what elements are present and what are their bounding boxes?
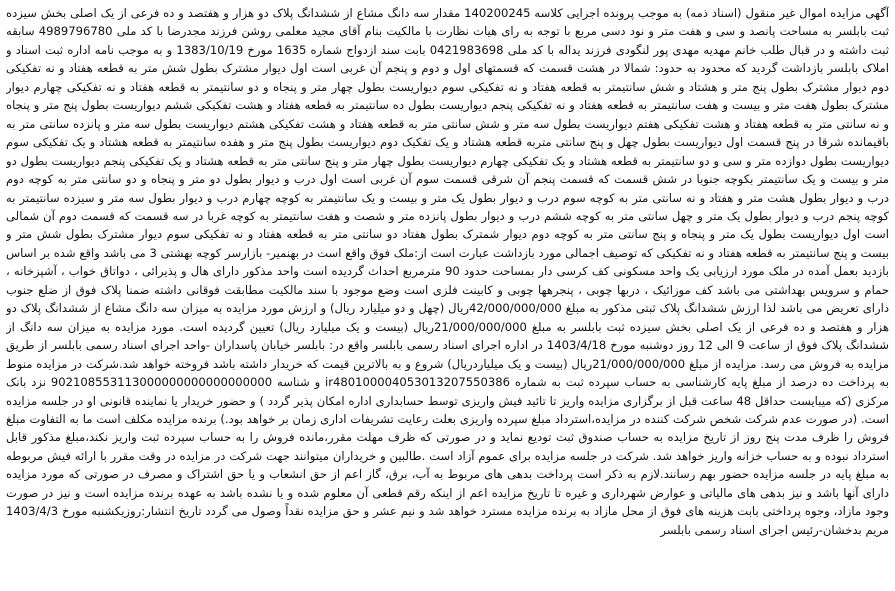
auction-notice: [6, 4, 889, 587]
notice-body: به موجب پرونده اجرایی کلاسه 140200245 مقدار سه دانگ مشاع از ششدانگ پلاک دو هزار و هفتصد و ده فرعی از یک اصلی بخش سیزده ثبت بابلسر به مساحت پانصد و سی و هفت متر و نود دسی مربع با توجه به رای هیات نظارت با مالکیت بنام آقای مجید معلمی روشن فرزند مجدرضا با کد ملی 4989796780 سابقه ثبت داشته و در قبال طلب خانم مهدیه مهدی پور لنگودی فرزند یداله با کد ملی 0421983698 بابت سند ازدواج شماره 1635 مورخ 1383/10/19 و به موجب نامه اداره ثبت اسناد و املاک بابلسر بازداشت گردید که محدود به حدود: شمالا در هشت قسمت که قسمتهای اول و دوم و پنجم آن غربی است اول دیوار مشترک بطول شش متر به قطعه هفتاد و نه تفکیکی دوم دیوار مشترک بطول پنج متر و هشتاد و شش سانتیمتر به قطعه هفتاد و نه تفکیکی سوم دیواریست بطول چهار متر و پنجاه و دو سانتیمتر به قطعه هفتاد و نه تفکیکی چهارم دیوار مشترک بطول هفت متر و بیست و هفت سانتیمتر به قطعه هفتاد و نه تفکیکی پنجم دیواریست بطول ده سانتیمتر به قطعه هفتاد و هشت تفکیکی ششم دیواریست بطول پنج متر و پنجاه و نه سانتی متر به قطعه هفتاد و هشت تفکیکی هفتم دیواریست بطول سه متر و شش سانتی متر به قطعه هفتاد و هشت تفکیکی هشتم دیواریست بطول سه متر و پانزده سانتی متر به باقیمانده شرقا در پنج قسمت اول دیواریست بطول چهل و پنج سانتی متربه قطعه هشتاد و یک تفکیک دوم دیواریست بطول پنج متر و هفده سانتیمتر به قطعه هشتاد و یک تفکیکی سوم دیواریست بطول دوازده متر و سی و دو سانتیمتر به قطعه هشتاد و یک تفکیکی چهارم دیواریست بطول چهار متر و پنج سانتی متر به قطعه هشتاد و یک تفکیکی پنجم دیواریست بطول دو متر و بیست و یک سانتیمتر بکوچه جنوبا در شش قسمت که قسمت پنجم آن شرقی قسمت سوم آن غربی است اول درب و دیوار بطول دو متر و پنجاه و دو سانتی متر به کوچه دوم درب و دیوار بطول هشت متر و هفتاد و نه سانتی متر به کوچه سوم درب و دیوار بطول یک متر و بیست و یک سانتیمتر به کوچه چهارم درب و دیوار بطول سه متر و سیزده سانتیمتر به کوچه پنجم درب و دیوار بطول یک متر و چهل سانتی متر به کوچه ششم درب و دیوار بطول پانزده متر و شصت و هفت سانتیمتر به کوچه غربا در سه قسمت که قسمت دوم آن شمالی است اول دیواریست بطول یک متر و پنجاه و پنج سانتی متر به کوچه دوم دیوار شمترک بطول هفتاد دو سانتی متر به قطعه هفتاد و نه تفکیکی سوم دیوار مشترک بطول شش متر و بیست و پنج سانتیمتر به قطعه هفتاد و نه تفکیکی که توصیف اجمالی مورد بازداشت عبارت است از:ملک فوق واقع است در بهنمیر- بازارسر کوچه بهشتی 3 می باشد واقع شده بر اساس بازدید بعمل آمده در ملک مورد ارزیابی یک واحد مسکونی کف کرسی دار بمساحت حدود 90 مترمربع احداث گردیده است واحد مذکور دارای هال و پذیرائی ، دواتاق خواب ، آشپزخانه ، حمام و سرویس بهداشتی می باشد کف موزائیک ، دربها چوبی ، پنجرهها چوبی و کابینت فلزی است وضع موجود با سند مالکیت مطابقت فوقانی داشته ضمنا پلاک فوق از ضلع جنوب دارای تعریض می باشد لذا ارزش ششدانگ پلاک ثبتی مذکور به مبلغ 42/000/000/000ریال (چهل و دو میلیارد ریال) و ارزش مورد مزایده به میزان سه دانگ مشاع از ششدانگ پلاک دو هزار و هفتصد و ده فرعی از یک اصلی بخش سیزده ثبت بابلسر به مبلغ 21/000/000/000ریال (بیست و یک میلیارد ریال) تعیین گردیده است. مورد مزایده به میزان سه دانگ از ششدانگ پلاک فوق از ساعت 9 الی 12 روز دوشنبه مورخ 1403/4/18 در اداره اجرای اسناد رسمی بابلسر واقع در: بابلسر خیابان پاسداران -واحد اجرای اسناد رسمی بابلسر از طریق مزایده به فروش می رسد. مزایده از مبلغ 21/000/000/000ریال (بیست و یک میلیاردریال) شروع و به بالاترین قیمت که خریدار داشته باشد فروخته خواهد شد.شرکت در مزایده منوط به پرداخت ده درصد از مبلغ پایه کارشناسی به حساب سپرده ثبت به شماره ir480100004053013207550386 و شناسه 902108553113000000000000000000 نزد بانک مرکزی (که میبایست حداقل 48 ساعت قبل از برگزاری مزایده واریز تا تائید فیش واریزی توسط حسابداری اداره امکان پذیر گردد ) و حضور خریدار یا نماینده قانونی او در جلسه مزایده است. (در صورت عدم شرکت شخص شرکت کننده در مزایده،استرداد مبلغ سپرده واریزی بعلت رعایت تشریفات اداری زمان بر خواهد بود.) برنده مزایده مکلف است ما به التفاوت مبلغ فروش را ظرف مدت پنج روز از تاریخ مزایده به حساب صندوق ثبت تودیع نماید و در صورتی که ظرف مهلت مقرر،مانده فروش را به حساب سپرده ثبت واریز نکند،مبلغ مذکور قابل استرداد نبوده و به حساب خزانه واریز خواهد شد. شرکت در جلسه مزایده برای عموم آزاد است .طالبین و خریداران میتوانند جهت شرکت در مزایده در وقت مقرر با ارائه فیش مربوطه به مبلغ پایه در جلسه مزایده حضور بهم رسانند.لازم به ذکر است پرداخت بدهی های مربوط به آب، برق، گاز اعم از حق انشعاب و یا حق اشتراک و مصرف در صورتی که مورد مزایده دارای آنها باشد و نیز بدهی های مالیاتی و عوارض شهرداری و غیره تا تاریخ مزایده اعم از اینکه رقم قطعی آن معلوم شده و یا نشده باشد به عهده برنده مزایده است و نیز در صورت وجود مازاد، وجوه پرداختی بابت هزینه های فوق از محل مازاد به برنده مزایده مسترد خواهد شد و نیم عشر و حق مزایده نقداً وصول می گردد تاریخ انتشار:روزیکشنبه مورخ 1403/4/3 مریم بدخشان-رئیس اجرای اسناد رسمی بابلسر: [6, 6, 889, 537]
notice-title: آگهی مزایده اموال غیر منقول (اسناد ذمه): [685, 6, 889, 20]
